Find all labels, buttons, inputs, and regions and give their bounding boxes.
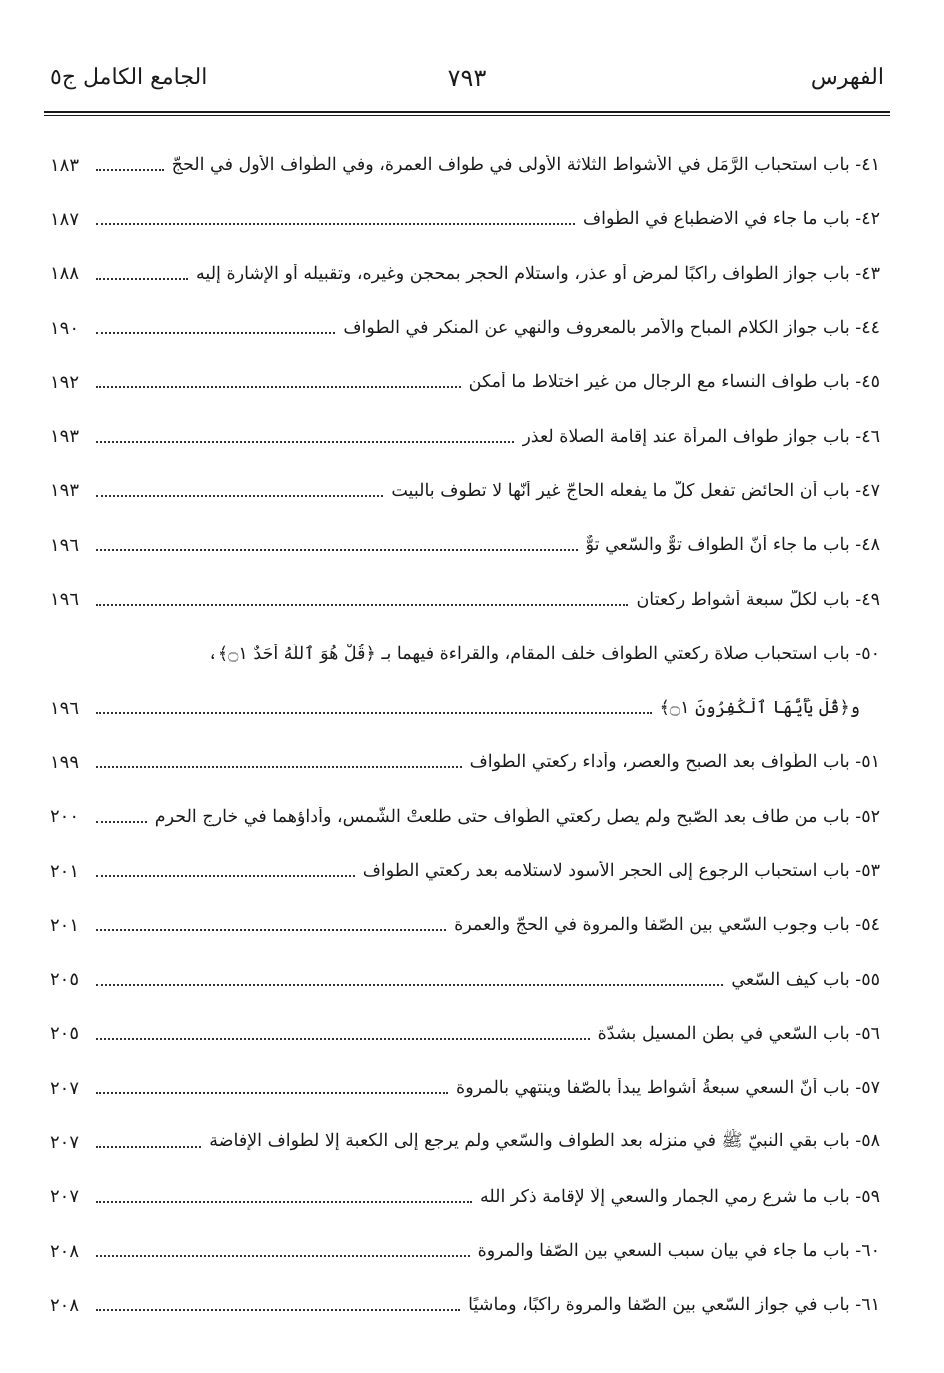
toc-entry <box>50 301 880 355</box>
toc-entry-title: ٤٢- باب ما جاء في الاضطباع في الطّواف <box>582 209 880 230</box>
toc-entry <box>50 518 880 572</box>
toc-entry-page: ١٩٢ <box>50 371 80 393</box>
dot-leader <box>96 386 461 388</box>
toc-entry-page: ٢٠٥ <box>50 1023 80 1045</box>
dot-leader <box>96 441 514 443</box>
toc-entry-title: ٤٥- باب طواف النساء مع الرجال من غير اختلاط ما أمكن <box>468 372 880 393</box>
dot-leader <box>96 1309 460 1311</box>
dot-leader <box>96 1201 472 1203</box>
toc-entry <box>50 1278 880 1332</box>
page-header <box>50 58 884 98</box>
toc-entry <box>50 844 880 898</box>
toc-entry-title: ٥٩- باب ما شرع رمي الجمار والسعي إلّا لإقامة ذكر الله <box>479 1186 880 1207</box>
toc-entry-page: ١٨٧ <box>50 208 80 230</box>
toc-entry <box>50 355 880 409</box>
toc-entry <box>50 247 880 301</box>
dot-leader <box>96 1146 201 1148</box>
toc-entry-title: ٥٥- باب كيف السّعي <box>731 969 880 990</box>
dot-leader <box>96 875 355 877</box>
toc-entry-title: ٤٧- باب أن الحائض تفعل كلّ ما يفعله الحاجّ غير أنّها لا تطوف بالبيت <box>391 480 880 501</box>
toc-entry-title: ٦١- باب في جواز السّعي بين الصّفا والمروة راكبًا، وماشيًا <box>468 1295 880 1316</box>
toc-entry-title: ٥٤- باب وجوب السّعي بين الصّفا والمروة في الحجّ والعمرة <box>454 915 880 936</box>
dot-leader <box>96 223 575 225</box>
toc-entry <box>50 681 880 735</box>
toc-entry <box>50 1224 880 1278</box>
toc-entry <box>50 790 880 844</box>
dot-leader <box>96 169 164 171</box>
dot-leader <box>96 1038 590 1040</box>
toc-entry-page: ٢٠٧ <box>50 1186 80 1208</box>
dot-leader <box>96 1092 448 1094</box>
toc-entry-page: ١٩٦ <box>50 697 80 719</box>
header-rule-thin <box>44 115 890 116</box>
dot-leader <box>96 1255 470 1257</box>
dot-leader <box>96 984 723 986</box>
toc-entry <box>50 138 880 192</box>
toc-entry-page: ٢٠٧ <box>50 1131 80 1153</box>
table-of-contents <box>50 138 880 1333</box>
toc-entry-page: ٢٠٥ <box>50 969 80 991</box>
dot-leader <box>96 712 652 714</box>
toc-entry <box>50 735 880 789</box>
toc-entry <box>50 192 880 246</box>
toc-entry-title: ٤٣- باب جواز الطواف راكبًا لمرض أو عذر، واستلام الحجر بمحجن وغيره، وتقبيله أو الإشارة إليه <box>196 263 880 284</box>
dot-leader <box>96 332 335 334</box>
toc-entry-page: ٢٠١ <box>50 914 80 936</box>
toc-entry-title: ٥٣- باب استحباب الرجوع إلى الحجر الأسود لاستلامه بعد ركعتي الطواف <box>362 861 880 881</box>
toc-entry <box>50 1061 880 1115</box>
toc-entry <box>50 1115 880 1169</box>
section-title: الفهرس <box>810 65 884 90</box>
toc-entry-title: ٤٦- باب جواز طواف المرأة عند إقامة الصلاة لعذر <box>522 426 880 447</box>
toc-entry-page: ١٩٣ <box>50 426 80 448</box>
toc-entry-page: ١٨٨ <box>50 263 80 285</box>
toc-entry <box>50 572 880 626</box>
toc-entry-title: ٦٠- باب ما جاء في بيان سبب السعي بين الصّفا والمروة <box>477 1241 880 1262</box>
toc-entry-title: ٥٧- باب أنّ السعي سبعةُ أشواط يبدأ بالصّفا وينتهي بالمروة <box>456 1078 880 1099</box>
dot-leader <box>96 549 578 551</box>
toc-entry <box>50 464 880 518</box>
toc-entry-page: ٢٠٠ <box>50 806 80 828</box>
dot-leader <box>96 604 628 606</box>
toc-entry <box>50 1007 880 1061</box>
toc-entry-page: ١٩٩ <box>50 751 80 773</box>
toc-entry-title: ٥٦- باب السّعي في بطن المسيل بشدّة <box>597 1023 880 1044</box>
page-number: ٧٩٣ <box>447 64 487 92</box>
toc-entry-title: ٥٨- باب بقي النبيّ ﷺ في منزله بعد الطواف والسّعي ولم يرجع إلى الكعبة إلا لطواف الإفاضة <box>209 1131 880 1152</box>
toc-entry-page: ١٩٠ <box>50 317 80 339</box>
toc-entry-title: ٤٤- باب جواز الكلام المباح والأمر بالمعروف والنهي عن المنكر في الطواف <box>343 318 880 339</box>
toc-entry-page: ٢٠٨ <box>50 1294 80 1316</box>
dot-leader <box>96 766 462 768</box>
book-title: الجامع الكامل ج٥ <box>50 65 208 90</box>
toc-entry-page: ٢٠١ <box>50 860 80 882</box>
toc-entry-page: ١٩٦ <box>50 534 80 556</box>
dot-leader <box>96 929 446 931</box>
toc-entry-title: ٥٠- باب استحباب صلاة ركعتي الطواف خلف المقام، والقراءة فيهما بـ ﴿قُلْ هُوَ ٱللَّهُ أَحَدٌ ۝١﴾، <box>207 643 880 664</box>
dot-leader <box>96 821 147 823</box>
dot-leader <box>96 278 188 280</box>
toc-entry-title: و﴿قُلْ يَٰٓأَيُّهَا ٱلْكَٰفِرُونَ ۝١﴾ <box>659 698 860 719</box>
toc-entry-page: ١٨٣ <box>50 154 80 176</box>
toc-entry-title: ٤١- باب استحباب الرَّمَل في الأشواط الثلاثة الأولى في طواف العمرة، وفي الطّواف الأول في الحجّ <box>171 155 880 176</box>
toc-entry-page: ٢٠٨ <box>50 1240 80 1262</box>
dot-leader <box>96 495 383 497</box>
toc-entry <box>50 898 880 952</box>
toc-entry-page: ١٩٣ <box>50 480 80 502</box>
toc-entry <box>50 409 880 463</box>
toc-entry-title: ٤٨- باب ما جاء أنّ الطواف توٌّ والسّعي توٌّ <box>585 535 880 556</box>
toc-entry <box>50 952 880 1006</box>
toc-entry-title: ٥٢- باب من طاف بعد الصّبح ولم يصل ركعتي الطّواف حتى طلعتْ الشّمس، وأداؤهما في خارج الحرم <box>154 806 880 827</box>
toc-entry <box>50 627 880 681</box>
toc-entry <box>50 1170 880 1224</box>
toc-entry-title: ٤٩- باب لكلّ سبعة أشواط ركعتان <box>636 589 880 610</box>
header-rule <box>44 111 890 113</box>
toc-entry-page: ١٩٦ <box>50 589 80 611</box>
toc-entry-page: ٢٠٧ <box>50 1077 80 1099</box>
toc-entry-title: ٥١- باب الطّواف بعد الصبح والعصر، وأداء ركعتي الطواف <box>469 752 880 773</box>
